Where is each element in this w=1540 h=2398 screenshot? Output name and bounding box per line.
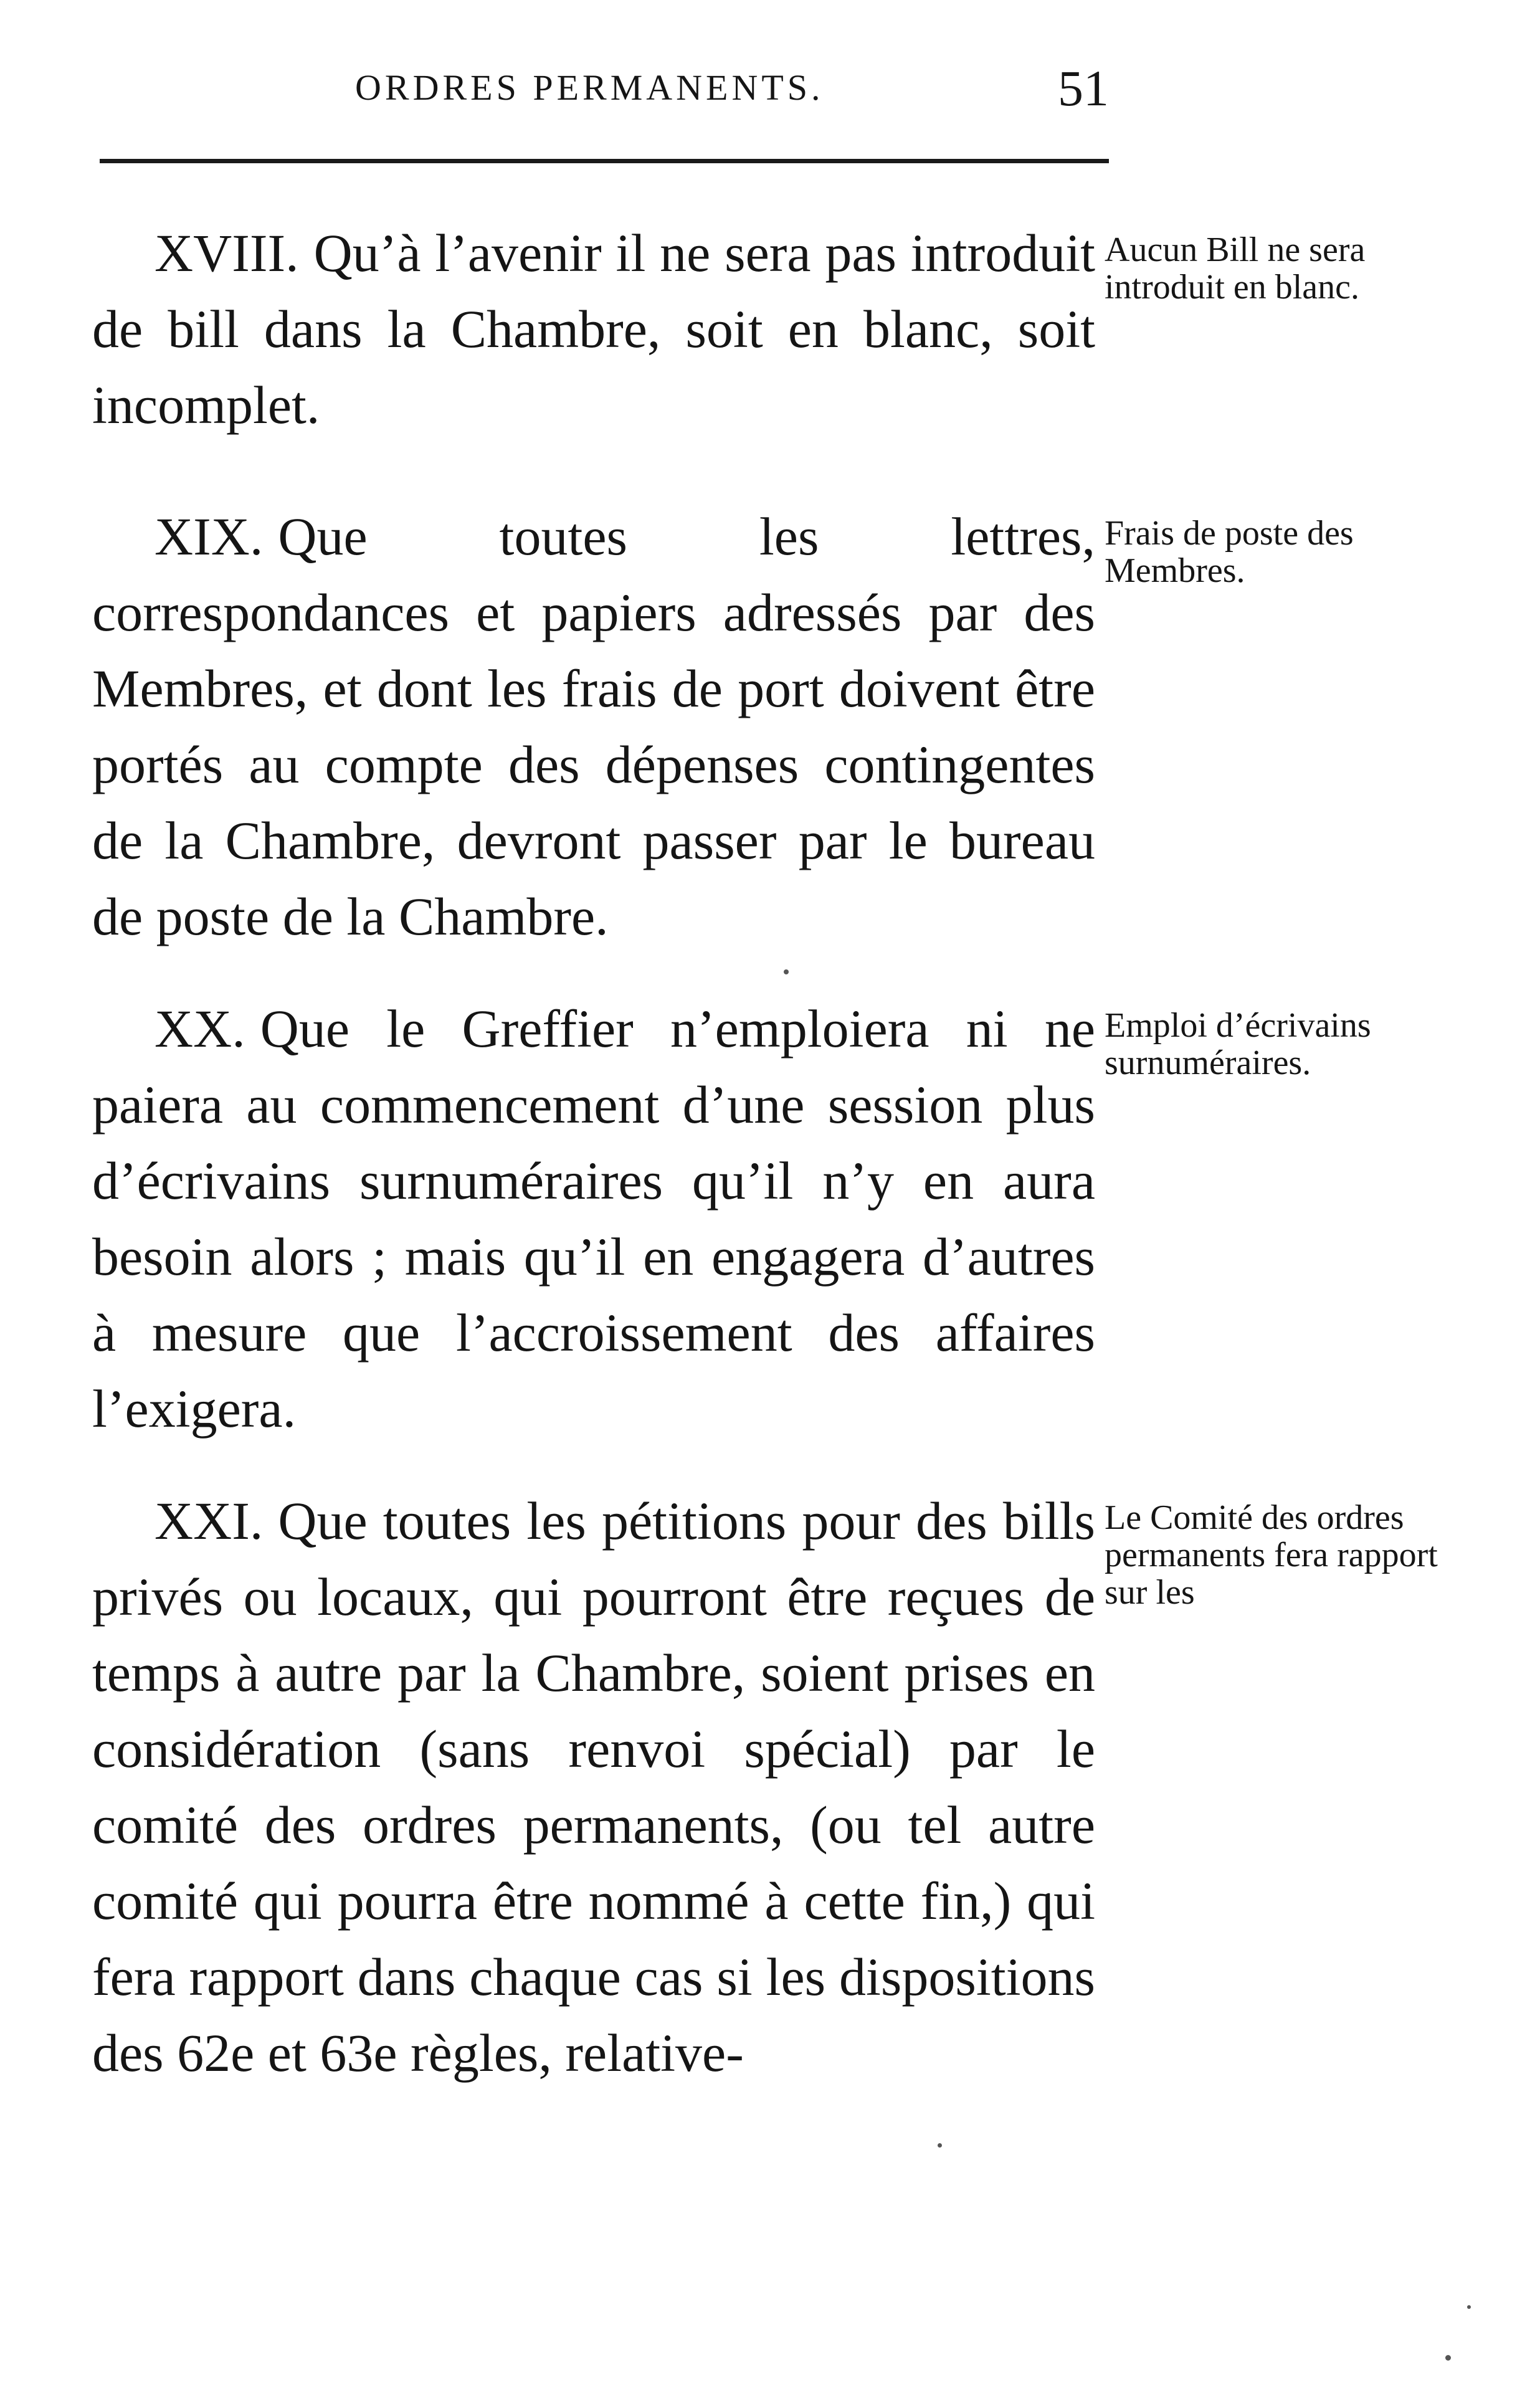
margin-note: Aucun Bill ne sera introduit en blanc. (1105, 231, 1366, 307)
article-body: Qu’à l’avenir il ne sera pas introduit de bill dans la Chambre, soit en blanc, soit incomplet. (92, 223, 1095, 435)
article-body: Que le Greffier n’emploiera ni ne paiera au commencement d’une session plus d’écrivains surnuméraires qu’il n’y en aura besoin alors ; mais qu’il en engagera d’autres à mesure que l’accroissement des affaires l’exigera. (92, 999, 1095, 1439)
page-number: 51 (1058, 60, 1109, 117)
article-numeral: XX. (154, 999, 245, 1059)
print-speck (784, 969, 789, 974)
print-speck (938, 2143, 942, 2148)
print-speck (1467, 2305, 1471, 2309)
page-header (106, 59, 1109, 115)
header-rule (100, 159, 1109, 163)
article-numeral: XVIII. (154, 223, 299, 283)
margin-note: Emploi d’écrivains surnuméraires. (1105, 1006, 1371, 1082)
margin-note: Le Comité des ordres permanents fera rapport sur les (1105, 1498, 1438, 1612)
article-text (92, 991, 1095, 1447)
article-text (92, 215, 1095, 443)
print-speck (1445, 2355, 1451, 2361)
running-head: ORDRES PERMANENTS. (355, 67, 824, 108)
article-body: Que toutes les lettres, correspondances et papiers adressés par des Membres, et dont les frais de port doivent être portés au compte des dépenses contingentes de la Chambre, devront passer par le bureau de poste de la Chambre. (92, 507, 1095, 946)
margin-note: Frais de poste des Membres. (1105, 514, 1354, 590)
article-text (92, 498, 1095, 954)
article-numeral: XXI. (154, 1491, 264, 1551)
article-text (92, 1483, 1095, 2091)
article-body: Que toutes les pétitions pour des bills privés ou locaux, qui pourront être reçues de temps à autre par la Chambre, soient prises en considération (sans renvoi spécial) par le comité des ordres permanents, (ou tel autre comité qui pourra être nommé à cette fin,) qui fera rapport dans chaque cas si les dispositions des 62e et 63e règles, relative- (92, 1491, 1095, 2083)
article-numeral: XIX. (154, 507, 264, 566)
